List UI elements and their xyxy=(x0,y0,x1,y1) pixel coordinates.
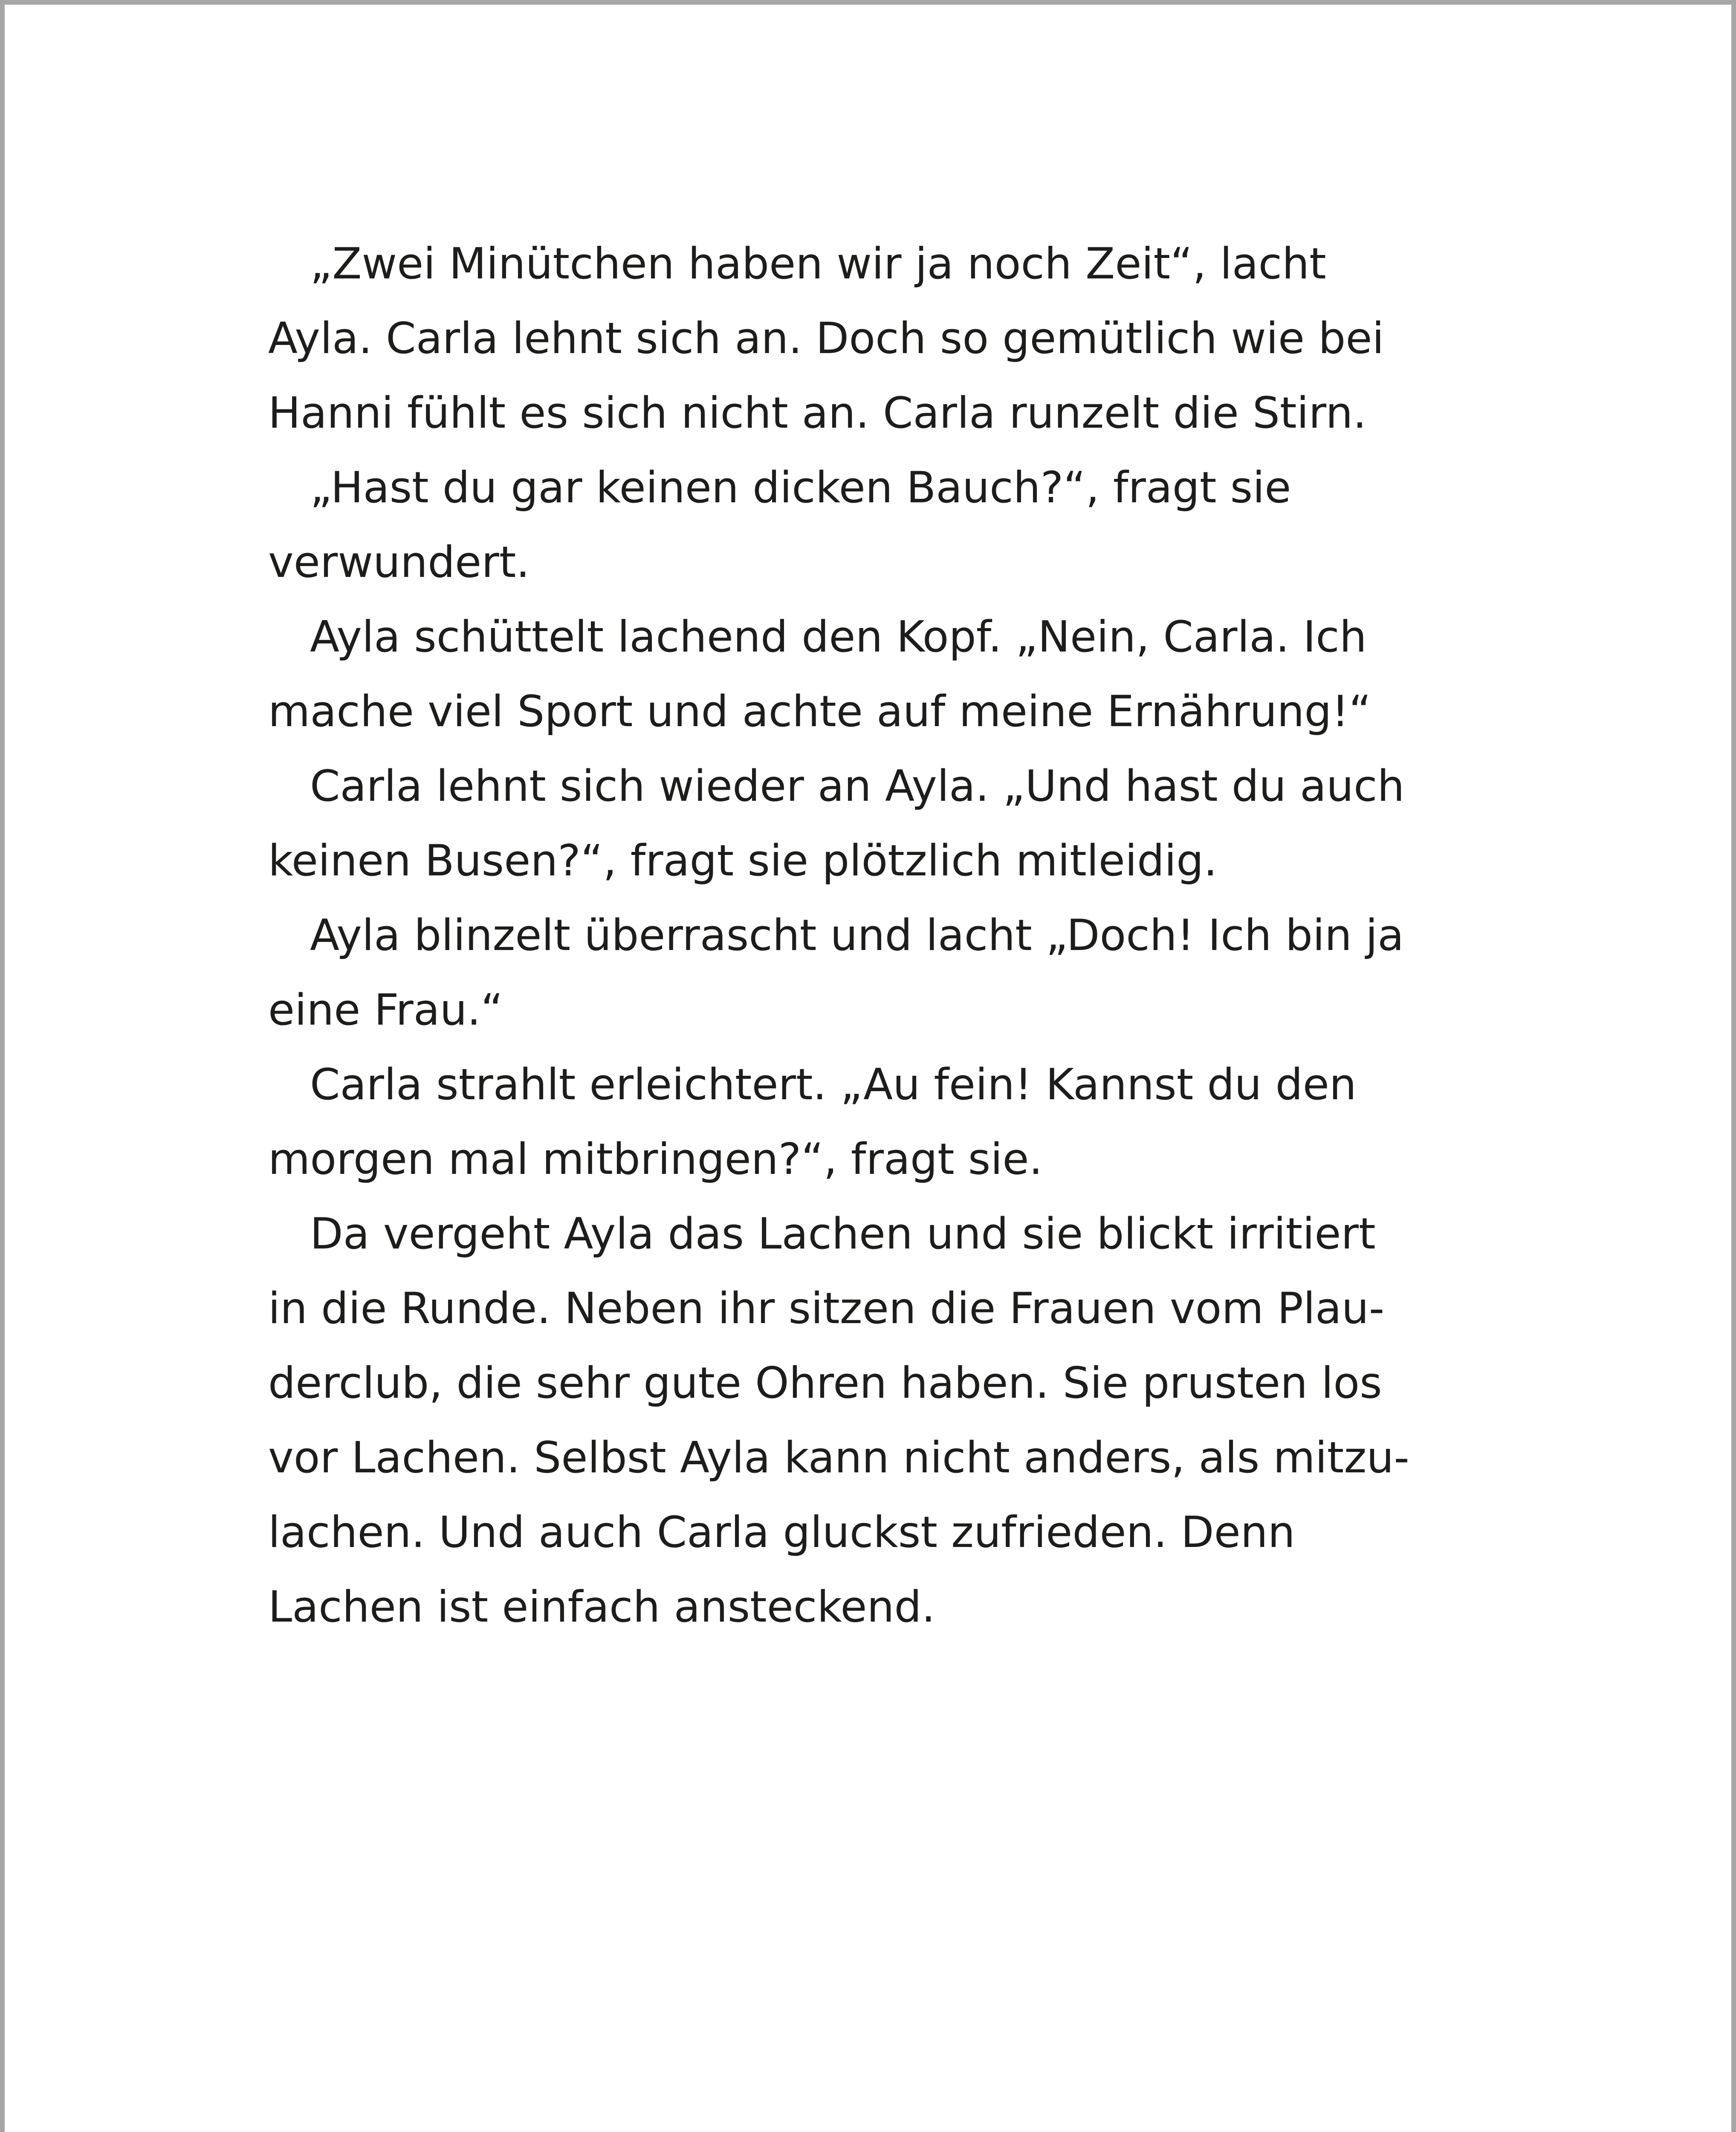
text-line: eine Frau.“ xyxy=(268,985,503,1035)
text-line: Ayla. Carla lehnt sich an. Doch so gemütlich wie bei xyxy=(268,313,1384,363)
text-line: verwundert. xyxy=(268,537,530,587)
text-line: derclub, die sehr gute Ohren haben. Sie prusten los xyxy=(268,1358,1382,1408)
text-line: mache viel Sport und achte auf meine Ernährung!“ xyxy=(268,686,1371,736)
text-line: lachen. Und auch Carla gluckst zufrieden. Denn xyxy=(268,1507,1295,1557)
text-line: Hanni fühlt es sich nicht an. Carla runzelt die Stirn. xyxy=(268,388,1367,438)
text-line: morgen mal mitbringen?“, fragt sie. xyxy=(268,1134,1043,1184)
text-line: „Zwei Minütchen haben wir ja noch Zeit“, lacht xyxy=(310,238,1326,289)
text-line: Da vergeht Ayla das Lachen und sie blickt irritiert xyxy=(310,1208,1376,1259)
text-line: Carla lehnt sich wieder an Ayla. „Und hast du auch xyxy=(310,761,1405,811)
text-line: keinen Busen?“, fragt sie plötzlich mitleidig. xyxy=(268,835,1218,886)
text-line: „Hast du gar keinen dicken Bauch?“, fragt sie xyxy=(310,462,1291,513)
body-text xyxy=(268,226,1475,1644)
text-line: Carla strahlt erleichtert. „Au fein! Kannst du den xyxy=(310,1059,1357,1109)
text-line: vor Lachen. Selbst Ayla kann nicht anders, als mitzu- xyxy=(268,1432,1409,1483)
text-line: Ayla schüttelt lachend den Kopf. „Nein, Carla. Ich xyxy=(310,611,1367,662)
text-line: in die Runde. Neben ihr sitzen die Frauen vom Plau- xyxy=(268,1283,1385,1333)
text-line: Ayla blinzelt überrascht und lacht „Doch! Ich bin ja xyxy=(310,910,1404,960)
text-line: Lachen ist einfach ansteckend. xyxy=(268,1582,935,1632)
